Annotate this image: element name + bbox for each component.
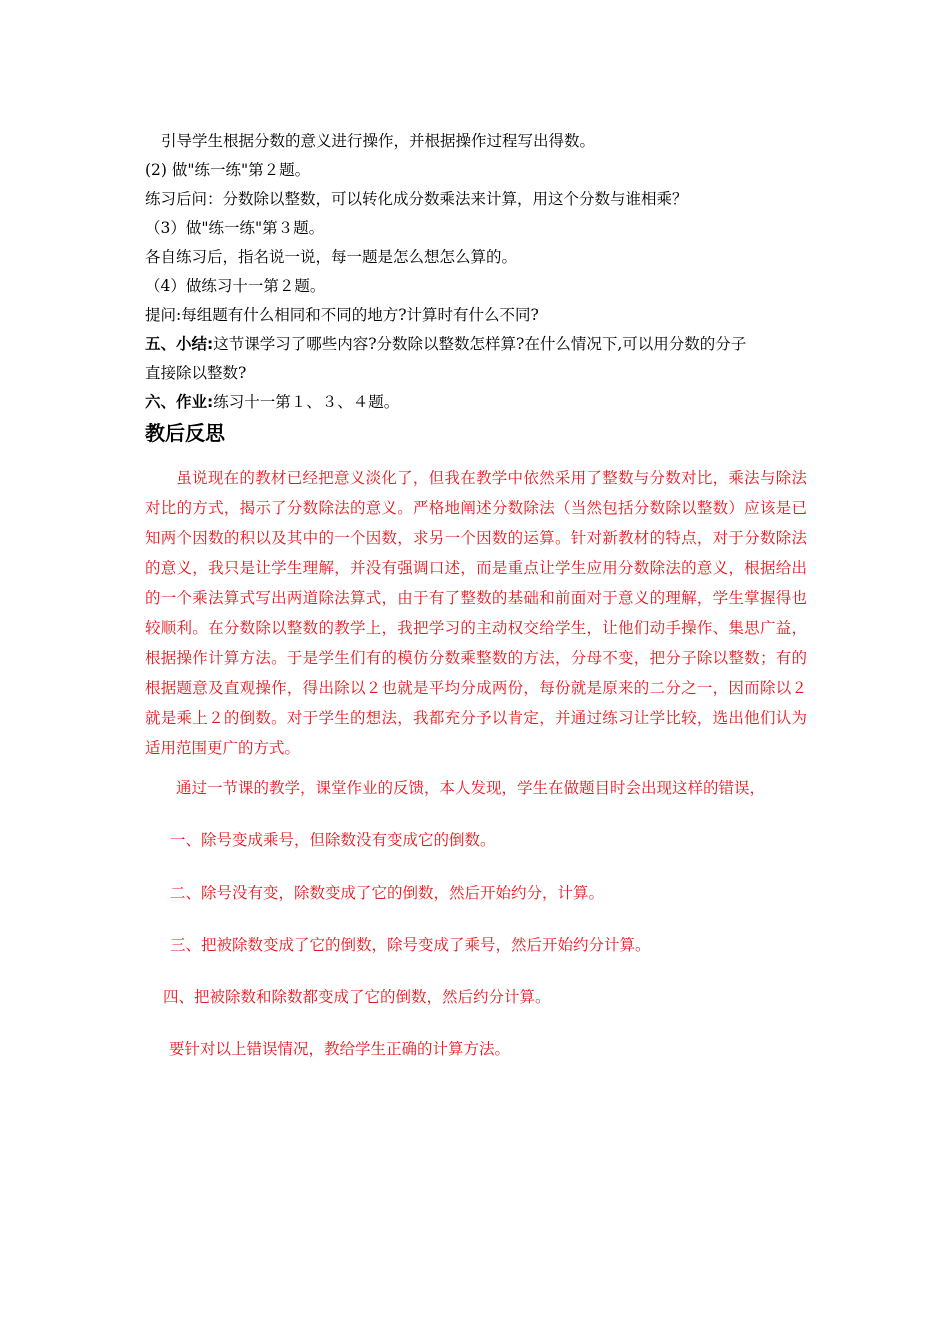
lesson-line-2: (2) 做"练一练"第２题。 [145, 161, 311, 179]
error-item-2: 二、除号没有变，除数变成了它的倒数，然后开始约分，计算。 [170, 884, 605, 902]
homework-line [145, 392, 399, 412]
lesson-line-6: （4）做练习十一第２题。 [145, 277, 326, 295]
error-item-3: 三、把被除数变成了它的倒数，除号变成了乘号，然后开始约分计算。 [170, 936, 651, 954]
error-item-4: 四、把被除数和除数都变成了它的倒数，然后约分计算。 [163, 988, 551, 1006]
lesson-line-5: 各自练习后，指名说一说，每一题是怎么想怎么算的。 [145, 248, 518, 266]
homework-text: 练习十一第１、３、４题。 [213, 393, 400, 411]
reflection-conclusion: 要针对以上错误情况，教给学生正确的计算方法。 [169, 1040, 511, 1058]
lesson-line-4: （3）做"练一练"第３题。 [145, 219, 325, 237]
summary-text: 这节课学习了哪些内容?分数除以整数怎样算?在什么情况下,可以用分数的分子 [213, 335, 747, 353]
error-item-1: 一、除号变成乘号，但除数没有变成它的倒数。 [170, 831, 496, 849]
summary-line [145, 334, 746, 354]
reflection-paragraph [145, 463, 807, 763]
lesson-line-7: 提问:每组题有什么相同和不同的地方?计算时有什么不同? [145, 306, 539, 324]
reflection-paragraph-text: 虽说现在的教材已经把意义淡化了，但我在教学中依然采用了整数与分数对比，乘法与除法对比的方式，揭示了分数除法的意义。严格地阐述分数除法（当然包括分数除以整数）应该是已知两个因数的积以及其中的一个因数，求另一个因数的运算。针对新教材的特点，对于分数除法的意义，我只是让学生理解，并没有强调口述，而是重点让学生应用分数除法的意义，根据给出的一个乘法算式写出两道除法算式，由于有了整数的基础和前面对于意义的理解，学生掌握得也较顺利。在分数除以整数的教学上，我把学习的主动权交给学生，让他们动手操作、集思广益，根据操作计算方法。于是学生们有的模仿分数乘整数的方法，分母不变，把分子除以整数；有的根据题意及直观操作，得出除以２也就是平均分成两份，每份就是原来的二分之一，因而除以２就是乘上２的倒数。对于学生的想法，我都充分予以肯定，并通过练习让学比较，选出他们认为适用范围更广的方式。 [145, 469, 807, 757]
homework-label: 六、作业: [145, 393, 214, 411]
reflection-title: 教后反思 [145, 421, 225, 445]
summary-label: 五、小结: [145, 335, 214, 353]
summary-line-cont: 直接除以整数? [145, 364, 247, 382]
lesson-line-1: 引导学生根据分数的意义进行操作，并根据操作过程写出得数。 [161, 132, 596, 150]
reflection-intro: 通过一节课的教学，课堂作业的反馈，本人发现，学生在做题目时会出现这样的错误， [176, 779, 766, 797]
lesson-line-3: 练习后问：分数除以整数，可以转化成分数乘法来计算，用这个分数与谁相乘？ [145, 190, 688, 208]
